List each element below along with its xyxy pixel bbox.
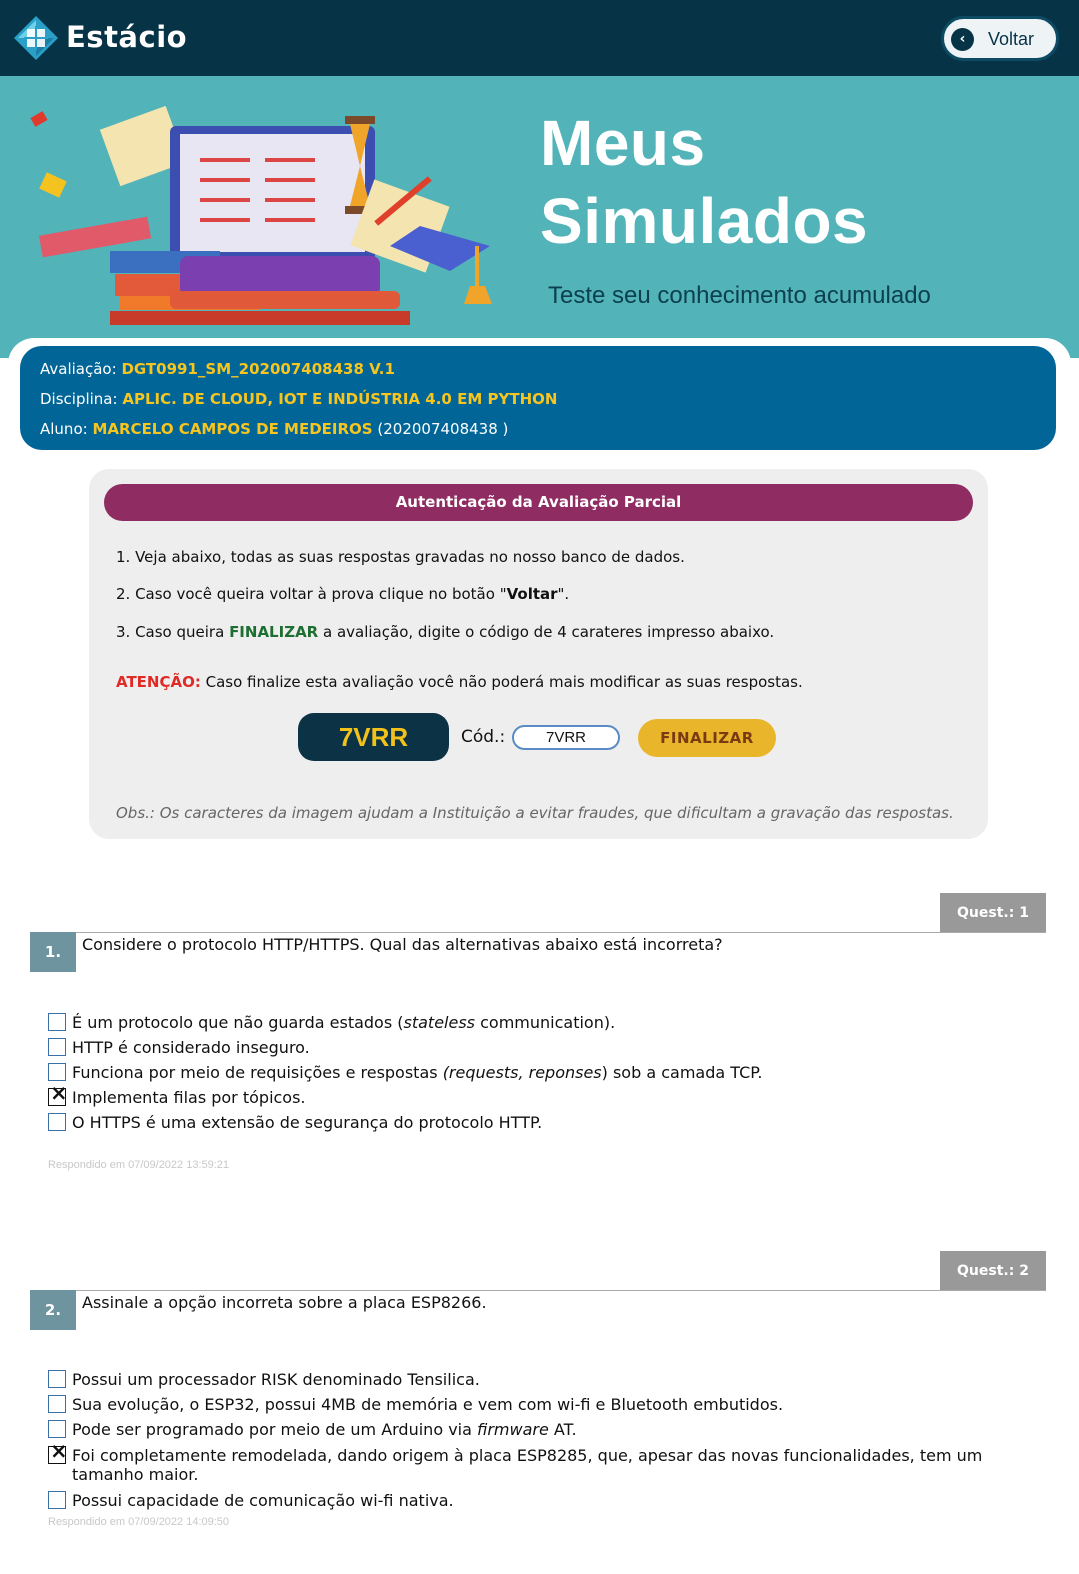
top-bar [0,0,1079,76]
back-button-label: Voltar [988,29,1035,49]
auth-step-2-voltar: Voltar [506,585,558,603]
warning-label: ATENÇÃO: [116,673,201,691]
option-label: Possui um processador RISK denominado Tensilica. [72,1370,480,1389]
code-input[interactable] [512,725,620,750]
disciplina-label: Disciplina: [40,390,118,408]
back-button[interactable] [941,16,1059,61]
checkbox[interactable] [48,1013,66,1031]
question-divider-2 [76,1290,1046,1291]
student-info-card [20,346,1056,450]
question-number-2: 2. [30,1290,76,1330]
avaliacao-label: Avaliação: [40,360,117,378]
option-label: Implementa filas por tópicos. [72,1088,306,1107]
option-label: Foi completamente remodelada, dando origem à placa ESP8285, que, apesar das novas funcionalidades, tem um tamanho maior. [72,1446,983,1484]
logo-text: Estácio [66,20,188,54]
auth-step-3 [116,623,774,641]
finalize-button[interactable]: FINALIZAR [638,719,776,757]
checkbox[interactable] [48,1395,66,1413]
option-label [72,1013,1032,1032]
option-label: O HTTPS é uma extensão de segurança do protocolo HTTP. [72,1113,543,1132]
aluno-value: MARCELO CAMPOS DE MEDEIROS [92,420,373,438]
option-text: Funciona por meio de requisições e respostas [72,1063,443,1082]
option-label: Possui capacidade de comunicação wi-fi nativa. [72,1491,454,1510]
auth-warning [116,673,803,691]
checkbox-checked[interactable] [48,1088,66,1106]
question-text-2: Assinale a opção incorreta sobre a placa ESP8266. [82,1293,487,1312]
aluno-line [40,420,508,438]
option-label [72,1063,1032,1082]
checkbox[interactable] [48,1420,66,1438]
option-text: Pode ser programado por meio de um Arduino via [72,1420,477,1439]
checkbox[interactable] [48,1113,66,1131]
warning-text: Caso finalize esta avaliação você não poderá mais modificar as suas respostas. [200,673,803,691]
verification-code-image: 7VRR [298,713,449,761]
banner-title-line2: Simulados [540,185,869,257]
code-input-label: Cód.: [461,727,506,747]
auth-step-2-end: ". [557,585,570,603]
banner-subtitle: Teste seu conhecimento acumulado [548,282,931,309]
hero-banner [0,76,1079,358]
question-tag-1: Quest.: 1 [940,893,1046,933]
option-label: Sua evolução, o ESP32, possui 4MB de memória e vem com wi-fi e Bluetooth embutidos. [72,1395,784,1414]
chevron-left-icon: ‹ [951,28,974,51]
auth-title: Autenticação da Avaliação Parcial [104,484,973,521]
question-number-1: 1. [30,932,76,972]
auth-step-3-finalizar: FINALIZAR [229,623,319,641]
option-emphasis: stateless [403,1013,476,1032]
question-divider-1 [76,932,1046,933]
auth-panel [89,469,988,839]
estacio-logo-icon [12,14,60,62]
avaliacao-line [40,360,395,378]
auth-step-3-end: a avaliação, digite o código de 4 carateres impresso abaixo. [318,623,775,641]
auth-step-2 [116,585,569,603]
option-label: HTTP é considerado inseguro. [72,1038,310,1057]
option-label [72,1420,1032,1439]
banner-title-line1: Meus [540,107,706,179]
auth-step-1: 1. Veja abaixo, todas as suas respostas gravadas no nosso banco de dados. [116,548,685,566]
checkbox[interactable] [48,1063,66,1081]
auth-observation: Obs.: Os caracteres da imagem ajudam a Instituição a evitar fraudes, que dificultam a gravação das respostas. [116,804,954,822]
disciplina-line [40,390,557,408]
option-text: É um protocolo que não guarda estados ( [72,1013,404,1032]
question-tag-2: Quest.: 2 [940,1251,1046,1291]
avaliacao-value: DGT0991_SM_202007408438 V.1 [121,360,395,378]
aluno-id: (202007408438 ) [377,420,509,438]
checkbox[interactable] [48,1491,66,1509]
option-text-end: ) sob a camada TCP. [601,1063,763,1082]
auth-step-3-text: 3. Caso queira [116,623,230,641]
aluno-label: Aluno: [40,420,88,438]
option-emphasis: (requests, reponses [442,1063,602,1082]
question-text-1: Considere o protocolo HTTP/HTTPS. Qual das alternativas abaixo está incorreta? [82,935,723,954]
answered-timestamp-2: Respondido em 07/09/2022 14:09:50 [48,1516,230,1528]
checkbox-checked[interactable] [48,1446,66,1464]
checkbox[interactable] [48,1370,66,1388]
study-illustration-icon [20,96,520,336]
option-emphasis: firmware [477,1420,549,1439]
option-text-end: AT. [548,1420,577,1439]
answered-timestamp-1: Respondido em 07/09/2022 13:59:21 [48,1159,230,1171]
option-text-end: communication). [475,1013,616,1032]
checkbox[interactable] [48,1038,66,1056]
disciplina-value: APLIC. DE CLOUD, IOT E INDÚSTRIA 4.0 EM PYTHON [122,390,558,408]
auth-step-2-text: 2. Caso você queira voltar à prova clique no botão " [116,585,507,603]
banner-title [540,104,868,260]
